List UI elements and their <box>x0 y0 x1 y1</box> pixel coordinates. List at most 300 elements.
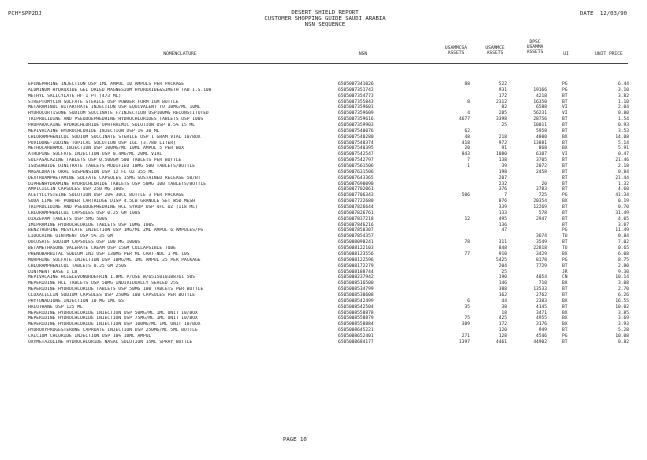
unit-price-cell: 3.85 <box>618 310 629 316</box>
dpsc-cell: 2072 <box>536 164 547 170</box>
unit-price-cell: 0.93 <box>618 123 629 129</box>
usammce-cell: 495 <box>498 216 507 222</box>
usammce-cell: 25 <box>501 269 507 275</box>
usammcsa-cell: 75 <box>464 316 470 322</box>
nomenclature-cell: MAGALDRATE ORAL SUSPENSION USP 12 FL OZ 355 ML <box>28 169 154 175</box>
ui-cell: BX <box>562 251 568 257</box>
unit-price-cell: 0.80 <box>618 111 629 117</box>
nsn-cell: 6505007540374 <box>338 140 374 146</box>
nsn-cell: 6505007359616 <box>338 117 374 123</box>
unit-price-cell: 3.82 <box>618 93 629 99</box>
nsn-cell: 6505007355843 <box>338 99 374 105</box>
dpsc-cell: 4955 <box>536 316 547 322</box>
nsn-cell: 6505007631506 <box>338 169 374 175</box>
item-table <box>0 82 647 346</box>
ui-cell: PG <box>562 193 568 199</box>
usammcsa-cell: 12 <box>464 216 470 222</box>
nomenclature-cell: CLOXACILLIN SODIUM CAPSULES USP 250MG 100 CAPSULES PER BOTTLE <box>28 292 195 298</box>
nomenclature-cell: CHLORAMPHENICOL TABLETS 0.25 GM 250S <box>28 263 127 269</box>
dpsc-cell: 13533 <box>533 287 547 293</box>
nsn-cell: 6505008652401 <box>338 333 374 339</box>
nsn-cell: 6505008542504 <box>338 304 374 310</box>
usammce-cell: 146 <box>498 281 507 287</box>
ui-cell: BT <box>562 210 568 216</box>
usammce-cell: 388 <box>498 287 507 293</box>
dpsc-cell: 4218 <box>536 93 547 99</box>
usammce-cell: 133 <box>498 210 507 216</box>
usammcsa-cell: 88 <box>464 82 470 87</box>
usammcsa-cell: 35 <box>464 304 470 310</box>
page-number: 10 <box>300 437 307 443</box>
unit-price-cell: 14.08 <box>615 134 629 140</box>
nsn-cell: 6505008237942 <box>338 275 374 281</box>
unit-price-cell: 1.54 <box>618 117 629 123</box>
dpsc-cell: 4546 <box>536 333 547 339</box>
nomenclature-cell: METHOCARBAMOL INJECTION USP 100MG/ML 10ML AMPUL 5 PER BOX <box>28 146 185 152</box>
unit-price-cell: 2.70 <box>618 287 629 293</box>
dpsc-cell: 710 <box>538 281 547 287</box>
nsn-cell: 6505007837218 <box>338 216 374 222</box>
unit-price-cell: 10.08 <box>615 333 629 339</box>
nsn-cell: 6505007542547 <box>338 152 374 158</box>
usammce-cell: 7 <box>504 193 507 199</box>
dpsc-cell: 2458 <box>536 169 547 175</box>
usammcsa-cell: 1 <box>467 164 470 170</box>
dpsc-cell: 3471 <box>536 310 547 316</box>
usammcsa-cell: 62 <box>464 128 470 134</box>
unit-price-cell: 3.10 <box>618 87 629 93</box>
ui-cell: BT <box>562 164 568 170</box>
usammce-cell: 207 <box>498 175 507 181</box>
ui-cell: BT <box>562 93 568 99</box>
dpsc-cell: 3783 <box>536 187 547 193</box>
nsn-cell: 6505007643365 <box>338 175 374 181</box>
col-usammcsa-line2: ASSETS <box>447 51 465 56</box>
unit-price-cell: 2.80 <box>618 263 629 269</box>
nsn-cell: 6505008188744 <box>338 269 374 275</box>
nsn-cell: 6505008172279 <box>338 263 374 269</box>
nomenclature-cell: BETAMETHASONE VALERATE CREAM USP 15GM COLLAPSIBLE TUBE <box>28 246 176 252</box>
ui-cell: BT <box>562 169 568 175</box>
unit-price-cell: 6.44 <box>618 82 629 87</box>
unit-price-cell: 3.69 <box>618 316 629 322</box>
report-title: DESERT SHIELD REPORT <box>291 10 359 16</box>
nomenclature-cell: DIAZEPAM TABLETS USP 5MG 500S <box>28 216 108 222</box>
ui-cell: PG <box>562 87 568 93</box>
nomenclature-cell: METARAMINOL BITARTRATE INJECTION USP EQUIVALENT TO 10MG/ML 10ML <box>28 105 201 111</box>
usammce-cell: 162 <box>498 292 507 298</box>
dpsc-cell: 725 <box>538 193 547 199</box>
ui-cell: PG <box>562 82 568 87</box>
nsn-cell: 6505007706343 <box>338 193 374 199</box>
nomenclature-cell: STREPTOMYCIN SULFATE STERILE USP POWDER FORM 1GM BOTTLE <box>28 99 179 105</box>
unit-price-cell: 3.93 <box>618 322 629 328</box>
ui-cell: BT <box>562 181 568 187</box>
usammcsa-cell: 48 <box>464 134 470 140</box>
unit-price-cell: 6.08 <box>618 251 629 257</box>
unit-price-cell: 3.53 <box>618 128 629 134</box>
page-label: PAGE <box>283 437 297 443</box>
dpsc-cell: 2383 <box>536 298 547 304</box>
unit-price-cell: 11.49 <box>615 228 629 234</box>
unit-price-cell: 21.46 <box>615 158 629 164</box>
nsn-cell: 6505007351742 <box>338 87 374 93</box>
nsn-cell: 6505007542797 <box>338 158 374 164</box>
ui-cell: CN <box>562 275 568 281</box>
ui-cell: BT <box>562 240 568 246</box>
ui-cell: BT <box>562 292 568 298</box>
unit-price-cell: 5.28 <box>618 328 629 334</box>
usammce-cell: 285 <box>498 111 507 117</box>
unit-price-cell: 1.10 <box>618 99 629 105</box>
ui-cell: BT <box>562 216 568 222</box>
usammce-cell: 311 <box>498 240 507 246</box>
usammcsa-cell: 7 <box>467 158 470 164</box>
dpsc-cell: 7729 <box>536 263 547 269</box>
ui-cell: BT <box>562 222 568 228</box>
col-unit-price: UNIT PRICE <box>595 52 623 57</box>
nomenclature-cell: ATROPINE SULFATE INJECTION USP 0.4MG/ML 20ML VIAL <box>28 152 163 158</box>
dpsc-cell: 4145 <box>536 304 547 310</box>
nomenclature-cell: OXYMETAZOLINE HYDROCHLORIDE NASAL SOLUTION 15ML SPRAY BOTTLE <box>28 339 193 345</box>
usammcsa-cell: 271 <box>461 333 470 339</box>
nomenclature-cell: PHENOBARBITAL SODIUM INJ USP 130MG PER ML CART-NDL 1 ML 10S <box>28 251 190 257</box>
ui-cell: BT <box>562 117 568 123</box>
usammce-cell: 128 <box>498 333 507 339</box>
nomenclature-cell: CHLORAMPHENICOL CAPSULES USP 0.25 GM 100S <box>28 210 141 216</box>
usammce-cell: 82 <box>501 105 507 111</box>
unit-price-cell: 0.65 <box>618 246 629 252</box>
col-dpsc-line1: DPSC <box>529 40 541 45</box>
nsn-cell: 6505008530608 <box>338 292 374 298</box>
usammcsa-cell: 506 <box>461 193 470 199</box>
dpsc-cell: 2762 <box>536 292 547 298</box>
usammcsa-cell: 20 <box>464 146 470 152</box>
unit-price-cell: 31.49 <box>615 210 629 216</box>
ui-cell: BX <box>562 146 568 152</box>
unit-price-cell: 4.60 <box>618 187 629 193</box>
dpsc-cell: 3705 <box>536 158 547 164</box>
nsn-cell: 6505007354773 <box>338 93 374 99</box>
nomenclature-cell: MEPERIDINE HYDROCHLORIDE INJECTION USP 100MG/ML 1ML UNIT 10/BOX <box>28 322 201 328</box>
nsn-cell: 6505007854357 <box>338 234 374 240</box>
ui-cell: BX <box>562 310 568 316</box>
nomenclature-cell: HYDROCORTISONE SODIUM SUCCINATE F/INJECTION USP100MG RECONSTITUTED <box>28 111 209 117</box>
nomenclature-cell: CHLORAMPHENICOL SODIUM SUCCINATE STERILE USP 1 GRAM VIAL 10/BOX <box>28 134 201 140</box>
date-label: DATE <box>580 11 594 17</box>
ui-cell: VI <box>562 152 568 158</box>
usammce-cell: 876 <box>498 199 507 205</box>
nsn-cell: 6505007561506 <box>338 164 374 170</box>
nomenclature-cell: HYDROXYPROGESTERONE CAPROATE INJECTION USP 250MG/ML 5ML BOTTLE <box>28 328 198 334</box>
ui-cell: BX <box>562 322 568 328</box>
unit-price-cell: 16.55 <box>615 298 629 304</box>
nsn-cell: 6505007540076 <box>338 128 374 134</box>
col-nomenclature: NOMENCLATURE <box>163 52 197 57</box>
nomenclature-cell: EPINEPHRINE INJECTION USP 1ML AMPUL 10 AMPULS PER PACKAGE <box>28 82 185 87</box>
ui-cell: JR <box>562 269 568 275</box>
nomenclature-cell: DEXTROAMPHETAMINE SULFATE CAPSULES 15MG SUSTAINED RELEASE 50/BT <box>28 175 201 181</box>
usammcsa-cell: 77 <box>464 251 470 257</box>
unit-price-cell: 0.82 <box>618 339 629 345</box>
nsn-cell: 6505007846216 <box>338 222 374 228</box>
nomenclature-cell: METHYL SALICYLATE HF 1 PT (473 ML) <box>28 93 122 99</box>
ui-cell: BT <box>562 287 568 293</box>
unit-price-cell: 5.14 <box>618 140 629 146</box>
report-id: PCH*SPP2DJ <box>8 11 42 17</box>
nomenclature-cell: MEPERIDINE HCL TABLETS USP 50MG INDIVIDUALLY SEALED 25S <box>28 281 179 287</box>
nsn-cell: 6505008558879 <box>338 316 374 322</box>
nomenclature-cell: MEPERIDINE HYDROCHLORIDE INJECTION USP 75MG/ML 1ML UNIT 10/BOX <box>28 316 198 322</box>
ui-cell: BX <box>562 316 568 322</box>
nsn-cell: 6505008123556 <box>338 251 374 257</box>
dpsc-cell: 949 <box>538 328 547 334</box>
col-nsn: NSN <box>358 52 368 57</box>
usammce-cell: 972 <box>498 140 507 146</box>
report-sequence: NSN SEQUENCE <box>304 22 346 28</box>
nomenclature-cell: BENZTROPINE MESYLATE INJECTION USP 1MG/ML 2ML AMPUL 6 AMPULES/PG <box>28 228 204 234</box>
unit-price-cell: 10.02 <box>615 304 629 310</box>
nsn-cell: 6505007341026 <box>338 82 374 87</box>
ui-cell: PG <box>562 257 568 263</box>
col-dpsc <box>518 40 552 55</box>
dpsc-cell: 3549 <box>536 240 547 246</box>
usammce-cell: 204 <box>498 263 507 269</box>
dpsc-cell: 3176 <box>536 322 547 328</box>
nomenclature-cell: PHYTONADIONE INJECTION 10 MG 1ML 6S <box>28 298 124 304</box>
nomenclature-cell: OINTMENT BASE 1 LB <box>28 269 78 275</box>
unit-price-cell: 41.34 <box>615 193 629 199</box>
usammce-cell: 18 <box>501 310 507 316</box>
unit-price-cell: 0.84 <box>618 234 629 240</box>
usammce-cell: 339 <box>498 205 507 211</box>
ui-cell: BX <box>562 199 568 205</box>
usammce-cell: 91 <box>501 146 507 152</box>
ui-cell: VI <box>562 105 568 111</box>
unit-price-cell: 4.05 <box>618 216 629 222</box>
nsn-cell: 6505008684177 <box>338 339 374 345</box>
nomenclature-cell: DOCUSATE SODIUM CAPSULES USP 100 MG 1000S <box>28 240 141 246</box>
nsn-cell: 6505008122103 <box>338 246 374 252</box>
nsn-cell: 6505008645221 <box>338 328 374 334</box>
ui-cell: BX <box>562 298 568 304</box>
dpsc-cell: 6107 <box>536 152 547 158</box>
dpsc-cell: 6588 <box>536 105 547 111</box>
nsn-cell: 6505007540280 <box>338 134 374 140</box>
usammcsa-cell: 6 <box>467 298 470 304</box>
dpsc-cell: 22818 <box>533 246 547 252</box>
dpsc-cell: 10011 <box>533 123 547 129</box>
nomenclature-cell: MORPHINE SULFATE INJECTION USP 10MG/ML 1ML AMPUL 25 PER PACKAGE <box>28 257 201 263</box>
nsn-cell: 6505008558878 <box>338 310 374 316</box>
dpsc-cell: 4800 <box>536 134 547 140</box>
ui-cell: PG <box>562 228 568 234</box>
ui-cell: BT <box>562 128 568 134</box>
usammce-cell: 3398 <box>496 117 507 123</box>
ui-cell: BT <box>562 263 568 269</box>
unit-price-cell: 21.44 <box>615 175 629 181</box>
ui-cell: BT <box>562 140 568 146</box>
unit-price-cell: 3.07 <box>618 222 629 228</box>
usammcsa-cell: 418 <box>461 140 470 146</box>
nomenclature-cell: POVIDONE-IODINE TOPICAL SOLUTION USP 1GL (3.780 LITER) <box>28 140 176 146</box>
usammce-cell: 47 <box>501 228 507 234</box>
unit-price-cell: 0.47 <box>618 152 629 158</box>
unit-price-cell: 0.84 <box>618 169 629 175</box>
usammce-cell: 5425 <box>496 257 507 263</box>
nsn-cell: 6505008090241 <box>338 240 374 246</box>
unit-price-cell: 7.02 <box>618 240 629 246</box>
unit-price-cell: 2.18 <box>618 164 629 170</box>
report-subtitle: CUSTOMER SHOPPING GUIDE SAUDI ARABIA <box>264 16 386 22</box>
ui-cell: BT <box>562 123 568 129</box>
col-usammce-line1: USAMMCE <box>485 46 505 51</box>
usammce-cell: 1080 <box>496 152 507 158</box>
nsn-cell: 6505007359601 <box>338 105 374 111</box>
nomenclature-cell: MEPERIDINE HYDROCHLORIDE TABLETS USP 50MG 100 TABLETS PER BOTTLE <box>28 287 204 293</box>
usammcsa-cell: 843 <box>461 152 470 158</box>
nomenclature-cell: ACETYLCYSTEINE SOLUTION USP 20% 30CC BOTTLE 3 PER PACKAGE <box>28 193 185 199</box>
usammce-cell: 172 <box>498 93 507 99</box>
nsn-cell: 6505008122596 <box>338 257 374 263</box>
ui-cell: TU <box>562 234 568 240</box>
usammce-cell: 848 <box>498 246 507 252</box>
ui-cell: VI <box>562 111 568 117</box>
ui-cell: BX <box>562 281 568 287</box>
nomenclature-cell: MEPIVACAINE HCL&LEVONORDEFRIN 1.8ML P/USE W/6515010108761 50S <box>28 275 195 281</box>
unit-price-cell: 1.32 <box>618 181 629 187</box>
dpsc-cell: 5958 <box>536 128 547 134</box>
nsn-cell: 6505008558884 <box>338 322 374 328</box>
ui-cell: BT <box>562 175 568 181</box>
usammce-cell: 120 <box>498 328 507 334</box>
dpsc-cell: 16350 <box>533 99 547 105</box>
dpsc-cell: 4054 <box>536 275 547 281</box>
col-usammcsa <box>438 46 474 56</box>
nomenclature-cell: HALOTHANE USP 125 ML <box>28 304 83 310</box>
unit-price-cell: 8.75 <box>618 257 629 263</box>
nomenclature-cell: CALCIUM CHLORIDE INJECTION USP 10% 10ML AMPUL <box>28 333 152 339</box>
unit-price-cell: 3.08 <box>618 281 629 287</box>
usammce-cell: 44 <box>501 298 507 304</box>
usammcsa-cell: 4 <box>467 111 470 117</box>
nsn-cell: 6505007850307 <box>338 228 374 234</box>
nsn-cell: 6505007826761 <box>338 210 374 216</box>
nsn-cell: 6505007826644 <box>338 205 374 211</box>
nsn-cell: 6505008542499 <box>338 298 374 304</box>
dpsc-cell: 578 <box>538 210 547 216</box>
nomenclature-cell: ALUMINUM HYDROXIDE GEL DRIED MAGNESIUM HYDROXIDE&SIMETH TAB I.S.100 <box>28 87 212 93</box>
usammce-cell: 4461 <box>496 339 507 345</box>
nomenclature-cell: MEPERIDINE HYDROCHLORIDE INJECTION USP 50MG/ML 1ML UNIT 10/BOX <box>28 310 198 316</box>
ui-cell: BT <box>562 339 568 345</box>
ui-cell: BT <box>562 328 568 334</box>
dpsc-cell: 12269 <box>533 205 547 211</box>
dpsc-cell: 3674 <box>536 234 547 240</box>
col-dpsc-line3: ASSETS <box>526 50 544 55</box>
col-dpsc-line2: USAMMA <box>526 45 544 50</box>
unit-price-cell: 5.91 <box>618 146 629 152</box>
dpsc-cell: 2947 <box>536 216 547 222</box>
usammce-cell: 218 <box>498 134 507 140</box>
nomenclature-cell: SULFASALAZINE TABLETS USP 0.500GM 500 TABLETS PER BOTTLE <box>28 158 182 164</box>
nsn-cell: 6505007540395 <box>338 146 374 152</box>
nsn-cell: 6505007722680 <box>338 199 374 205</box>
usammcsa-cell: 309 <box>461 322 470 328</box>
usammce-cell: 232 <box>498 181 507 187</box>
header-rule <box>28 63 628 64</box>
nsn-cell: 6505007359609 <box>338 111 374 117</box>
ui-cell: BT <box>562 187 568 193</box>
dpsc-cell: 44902 <box>533 339 547 345</box>
nsn-cell: 6505007359903 <box>338 123 374 129</box>
usammce-cell: 138 <box>498 158 507 164</box>
ui-cell: TU <box>562 246 568 252</box>
dpsc-cell: 20354 <box>533 199 547 205</box>
unit-price-cell: 9.30 <box>618 269 629 275</box>
nomenclature-cell: SODA LIME HF POWDER CARTRIDGE DISP 4.5LB GRANULE SET W50 MESH <box>28 199 195 205</box>
dpsc-cell: 868 <box>538 146 547 152</box>
usammce-cell: 931 <box>498 87 507 93</box>
date-value: 12/03/90 <box>600 11 627 17</box>
usammce-cell: 38 <box>501 304 507 310</box>
unit-price-cell: 0.19 <box>618 199 629 205</box>
nomenclature-cell: DIPHENHYDRAMINE HYDROCHLORIDE TABLETS USP 50MG 100 TABLETS/BOTTLE <box>28 181 206 187</box>
usammcsa-cell: 8 <box>467 99 470 105</box>
usammce-cell: 190 <box>498 275 507 281</box>
nomenclature-cell: LIDOCAINE OINTMENT USP 5% 35 GM <box>28 234 113 240</box>
unit-price-cell: 10.14 <box>615 275 629 281</box>
nomenclature-cell: PROPARACAINE HYDROCHLORIDE OPHTHALMIC SOLUTION USP 0.5% 15 ML <box>28 123 195 129</box>
usammce-cell: 25 <box>501 123 507 129</box>
col-ui: UI <box>563 52 569 57</box>
dpsc-cell: 28756 <box>533 117 547 123</box>
nomenclature-cell: ISOSORBIDE DINITRATE TABLETS MODIFIED 10MG 500 TABLETS/BOTTLE <box>28 164 195 170</box>
unit-price-cell: 6.26 <box>618 292 629 298</box>
usammce-cell: 910 <box>498 251 507 257</box>
dpsc-cell: 8178 <box>536 257 547 263</box>
ui-cell: BX <box>562 134 568 140</box>
usammce-cell: 172 <box>498 322 507 328</box>
ui-cell: BT <box>562 304 568 310</box>
usammcsa-cell: 4677 <box>459 117 470 123</box>
nomenclature-cell: AMPICILLIN CAPSULES USP 250 MG 100S <box>28 187 124 193</box>
ui-cell: BT <box>562 158 568 164</box>
nomenclature-cell: TRIPROLIDINE AND PSEUDOEPHEDRINE HYDROCHLORIDES TABLETS USP 100S <box>28 117 204 123</box>
nsn-cell: 6505007702061 <box>338 187 374 193</box>
usammce-cell: 198 <box>498 169 507 175</box>
dpsc-cell: 3429 <box>536 251 547 257</box>
usammce-cell: 376 <box>498 187 507 193</box>
ui-cell: BT <box>562 205 568 211</box>
usammcsa-cell: 78 <box>464 240 470 246</box>
nomenclature-cell: MEPIVACAINE HYDROCHLORIDE INJECTION USP 1% 30 ML <box>28 128 160 134</box>
usammce-cell: 425 <box>498 316 507 322</box>
nsn-cell: 6505008534799 <box>338 287 374 293</box>
dpsc-cell: 19166 <box>533 87 547 93</box>
table-row <box>0 340 647 346</box>
dpsc-cell: 56231 <box>533 111 547 117</box>
nomenclature-cell: TRIPROLIDINE AND PSEUDOEPHEDRINE HCL SYRUP USP 4FL OZ (118 ML) <box>28 205 198 211</box>
nomenclature-cell: IMIPRAMINE HYDROCHLORIDE TABLETS USP 10MG 100S <box>28 222 154 228</box>
usammce-cell: 522 <box>498 82 507 87</box>
dpsc-cell: 13881 <box>533 140 547 146</box>
unit-price-cell: 2.04 <box>618 105 629 111</box>
nsn-cell: 6505007690090 <box>338 181 374 187</box>
ui-cell: BT <box>562 99 568 105</box>
col-usammce <box>478 46 512 56</box>
nsn-cell: 6505008516500 <box>338 281 374 287</box>
